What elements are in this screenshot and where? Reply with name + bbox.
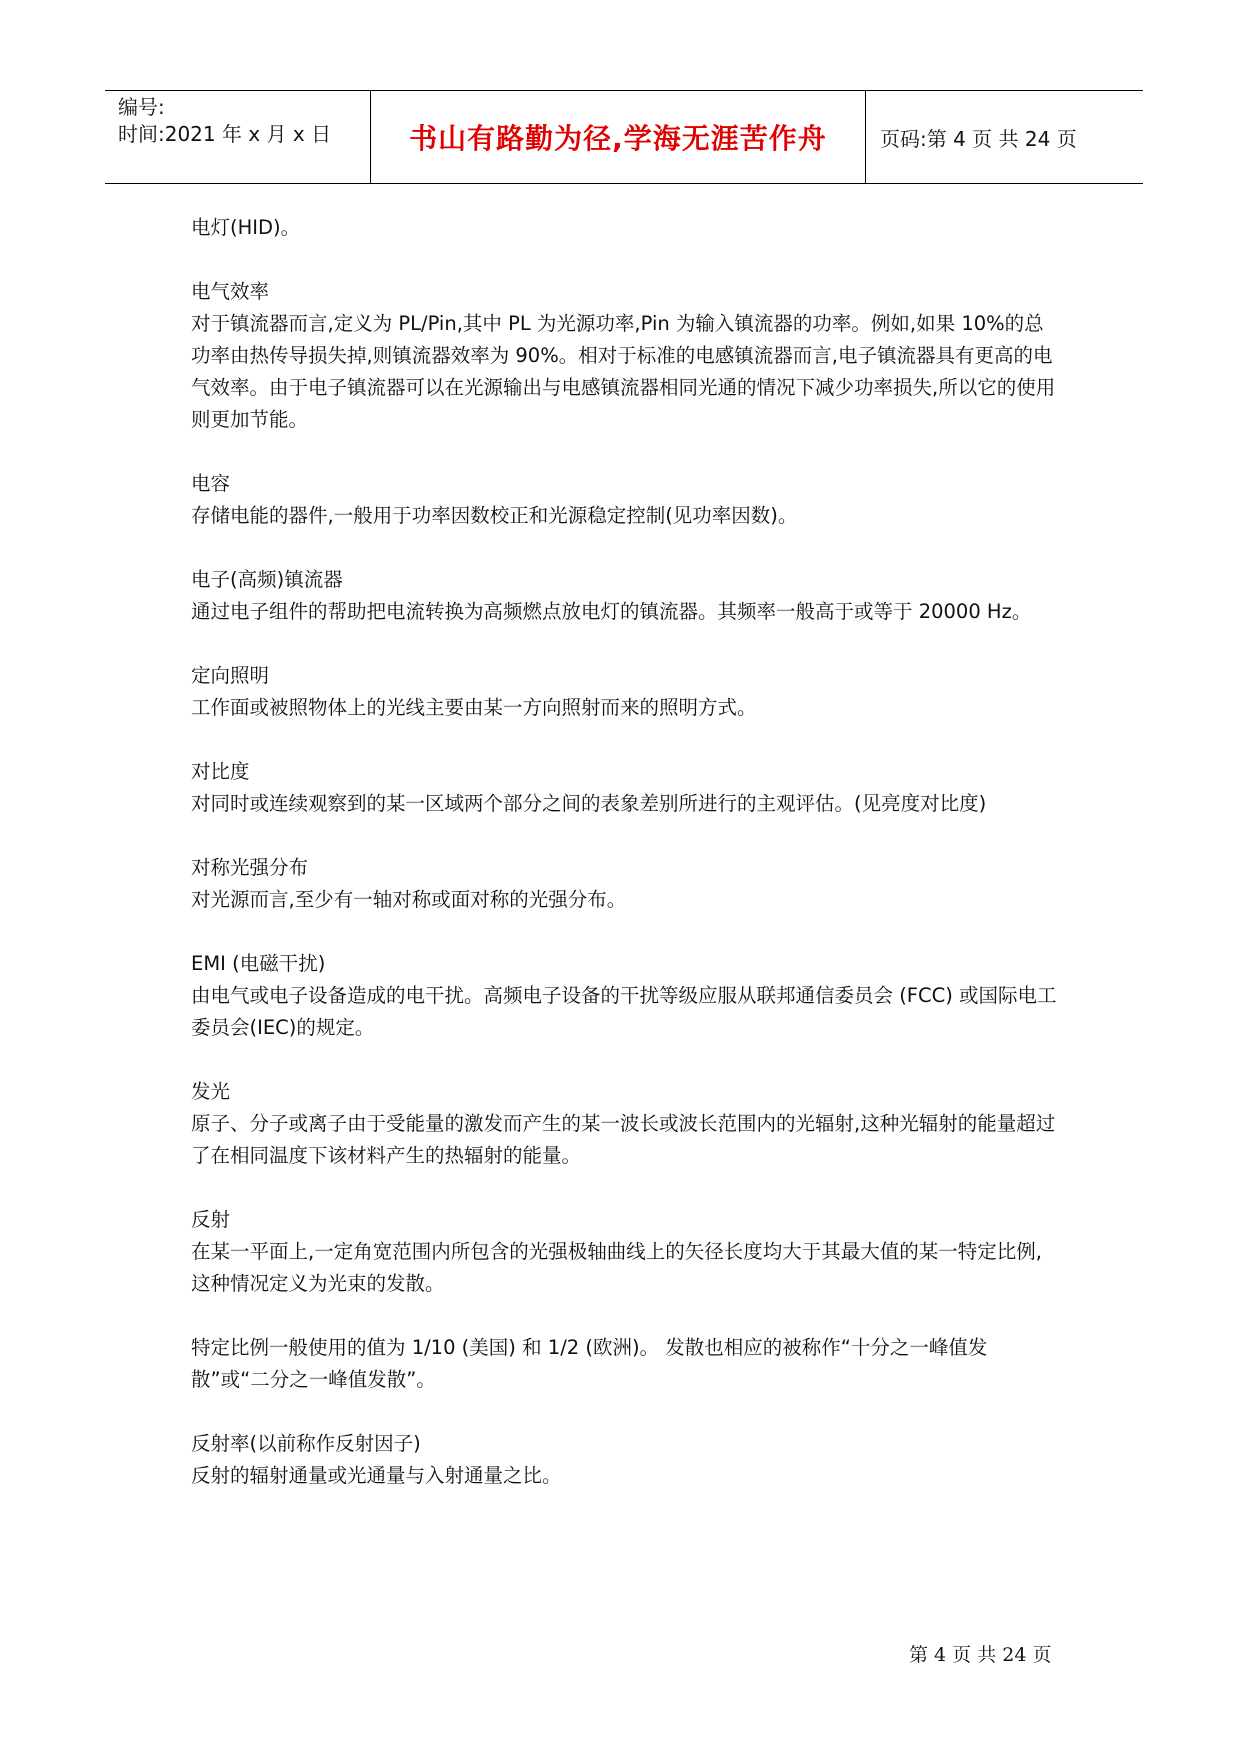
entry-capacitor [191, 468, 1061, 532]
entry-definition: 对同时或连续观察到的某一区域两个部分之间的表象差别所进行的主观评估。(见亮度对比度) [191, 792, 987, 815]
page-header [105, 90, 1143, 184]
entry-definition: 由电气或电子设备造成的电干扰。高频电子设备的干扰等级应服从联邦通信委员会 (FCC) 或国际电工委员会(IEC)的规定。 [191, 984, 1057, 1039]
entry-term: 电气效率 [191, 280, 270, 303]
header-motto-cell [371, 91, 866, 183]
page-info: 页码:第 4 页 共 24 页 [880, 126, 1077, 151]
entry-reflectance [191, 1428, 1061, 1492]
entry-electrical-efficiency [191, 276, 1061, 436]
entry-definition: 对于镇流器而言,定义为 PL/Pin,其中 PL 为光源功率,Pin 为输入镇流器的功率。例如,如果 10%的总功率由热传导损失掉,则镇流器效率为 90%。相对于标准的电感镇流器而言,电子镇流器具有更高的电气效率。由于电子镇流器可以在光源输出与电感镇流器相同光通的情况下减少功率损失,所以它的使用则更加节能。 [191, 312, 1056, 431]
entry-definition: 工作面或被照物体上的光线主要由某一方向照射而来的照明方式。 [191, 696, 757, 719]
entry-symmetric-distribution [191, 852, 1061, 916]
entry-definition: 特定比例一般使用的值为 1/10 (美国) 和 1/2 (欧洲)。 发散也相应的被称作“十分之一峰值发散”或“二分之一峰值发散”。 [191, 1336, 988, 1391]
entry-term: 反射 [191, 1208, 231, 1231]
entry-reflection [191, 1204, 1061, 1300]
entry-electronic-ballast [191, 564, 1061, 628]
entry-term: 对称光强分布 [191, 856, 309, 879]
entry-luminescence [191, 1076, 1061, 1172]
entry-definition: 存储电能的器件,一般用于功率因数校正和光源稳定控制(见功率因数)。 [191, 504, 798, 527]
entry-term: 对比度 [191, 760, 250, 783]
entry-definition: 对光源而言,至少有一轴对称或面对称的光强分布。 [191, 888, 627, 911]
header-page-cell [866, 91, 1143, 183]
entry-definition: 电灯(HID)。 [191, 216, 301, 239]
number-label: 编号: [118, 95, 165, 119]
entry-term: 反射率(以前称作反射因子) [191, 1432, 421, 1455]
page-footer: 第 4 页 共 24 页 [909, 1644, 1052, 1666]
document-body [191, 212, 1061, 1524]
entry-definition: 反射的辐射通量或光通量与入射通量之比。 [191, 1464, 562, 1487]
entry-emi [191, 948, 1061, 1044]
entry-term: 电子(高频)镇流器 [191, 568, 343, 591]
entry-hid [191, 212, 1061, 244]
entry-definition: 通过电子组件的帮助把电流转换为高频燃点放电灯的镇流器。其频率一般高于或等于 20000 Hz。 [191, 600, 1032, 623]
entry-specific-ratio [191, 1332, 1061, 1396]
entry-term: EMI (电磁干扰) [191, 952, 326, 975]
entry-term: 电容 [191, 472, 231, 495]
header-left-cell [105, 91, 371, 183]
entry-contrast [191, 756, 1061, 820]
time-label: 时间:2021 年 x 月 x 日 [118, 122, 332, 146]
entry-term: 定向照明 [191, 664, 270, 687]
entry-definition: 原子、分子或离子由于受能量的激发而产生的某一波长或波长范围内的光辐射,这种光辐射的能量超过了在相同温度下该材料产生的热辐射的能量。 [191, 1112, 1056, 1167]
entry-directional-lighting [191, 660, 1061, 724]
entry-definition: 在某一平面上,一定角宽范围内所包含的光强极轴曲线上的矢径长度均大于其最大值的某一特定比例,这种情况定义为光束的发散。 [191, 1240, 1042, 1295]
entry-term: 发光 [191, 1080, 231, 1103]
motto-text: 书山有路勤为径,学海无涯苦作舟 [409, 122, 827, 155]
